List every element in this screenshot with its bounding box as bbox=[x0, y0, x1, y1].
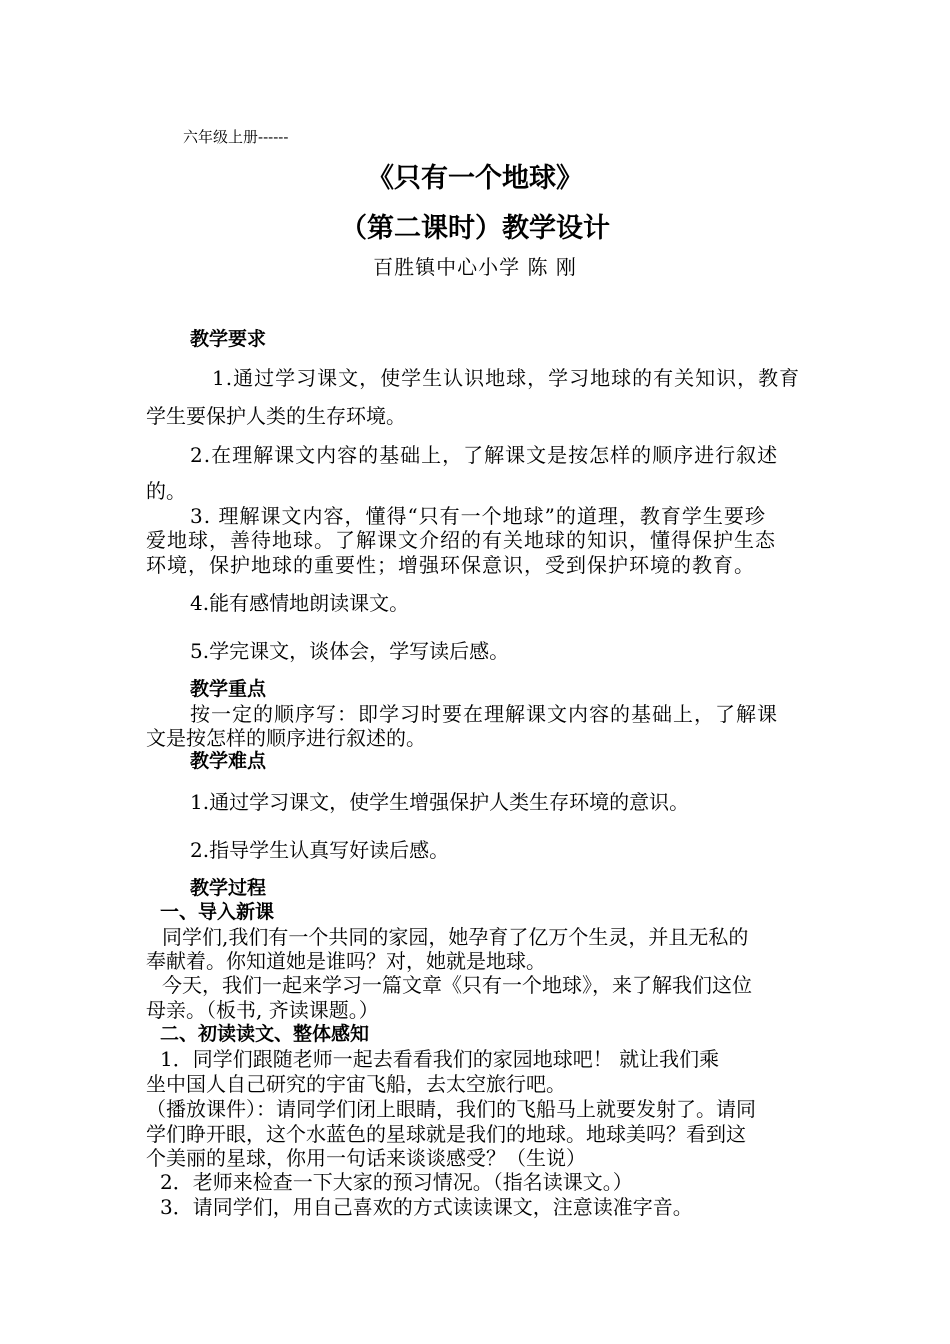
difficulty-1: 1.通过学习课文，使学生增强保护人类生存环境的意识。 bbox=[190, 790, 690, 814]
focus-line-2: 文是按怎样的顺序进行叙述的。 bbox=[146, 726, 426, 750]
difficulty-heading: 教学难点 bbox=[190, 750, 267, 772]
focus-heading: 教学重点 bbox=[190, 678, 267, 700]
section-1-heading: 一、导入新课 bbox=[160, 901, 275, 923]
section-2-step-2: 2．老师来检查一下大家的预习情况。（指名读课文。） bbox=[160, 1170, 633, 1194]
section-1-paragraph-2-line-2: 母亲。（板书, 齐读课题。） bbox=[146, 998, 379, 1022]
requirement-3-line-3: 环境，保护地球的重要性；增强环保意识，受到保护环境的教育。 bbox=[146, 553, 755, 577]
section-2-step-1-line-4: 学们睁开眼，这个水蓝色的星球就是我们的地球。地球美吗？看到这 bbox=[146, 1122, 746, 1146]
requirement-2-line-1: 2.在理解课文内容的基础上，了解课文是按怎样的顺序进行叙述 bbox=[190, 443, 779, 467]
document-title: 《只有一个地球》 bbox=[367, 163, 583, 194]
section-2-step-3: 3．请同学们，用自己喜欢的方式读读课文，注意读准字音。 bbox=[160, 1195, 693, 1219]
section-2-step-1-line-3: （播放课件）：请同学们闭上眼睛，我们的飞船马上就要发射了。请同 bbox=[146, 1097, 756, 1121]
section-1-paragraph-1-line-2: 奉献着。你知道她是谁吗？对，她就是地球。 bbox=[146, 949, 546, 973]
section-2-step-1-line-5: 个美丽的星球，你用一句话来谈谈感受？（生说） bbox=[146, 1146, 586, 1170]
grade-label: 六年级上册------ bbox=[183, 128, 289, 146]
requirement-5: 5.学完课文，谈体会，学写读后感。 bbox=[190, 639, 510, 663]
requirement-2-line-2: 的。 bbox=[146, 479, 186, 503]
focus-line-1: 按一定的顺序写：即学习时要在理解课文内容的基础上，了解课 bbox=[190, 702, 778, 726]
section-2-step-1-line-2: 坐中国人自己研究的宇宙飞船，去太空旅行吧。 bbox=[146, 1072, 566, 1096]
section-2-heading: 二、初读读文、整体感知 bbox=[160, 1023, 370, 1045]
requirement-1-line-1: 1.通过学习课文，使学生认识地球，学习地球的有关知识，教育 bbox=[212, 366, 801, 390]
document-subtitle: （第二课时）教学设计 bbox=[340, 213, 610, 244]
requirement-3-line-2: 爱地球，善待地球。了解课文介绍的有关地球的知识，懂得保护生态 bbox=[146, 528, 776, 552]
process-heading: 教学过程 bbox=[190, 877, 267, 899]
requirement-1-line-2: 学生要保护人类的生存环境。 bbox=[146, 404, 406, 428]
section-1-paragraph-2-line-1: 今天，我们一起来学习一篇文章《只有一个地球》，来了解我们这位 bbox=[162, 973, 752, 997]
section-1-paragraph-1-line-1: 同学们,我们有一个共同的家园，她孕育了亿万个生灵，并且无私的 bbox=[162, 925, 749, 949]
difficulty-2: 2.指导学生认真写好读后感。 bbox=[190, 838, 450, 862]
requirement-4: 4.能有感情地朗读课文。 bbox=[190, 591, 410, 615]
requirement-3-line-1: 3. 理解课文内容，懂得“只有一个地球”的道理，教育学生要珍 bbox=[190, 504, 766, 528]
section-2-step-1-line-1: 1．同学们跟随老师一起去看看我们的家园地球吧！ 就让我们乘 bbox=[160, 1047, 720, 1071]
requirements-heading: 教学要求 bbox=[190, 328, 267, 350]
author-line: 百胜镇中心小学 陈 刚 bbox=[373, 255, 577, 279]
